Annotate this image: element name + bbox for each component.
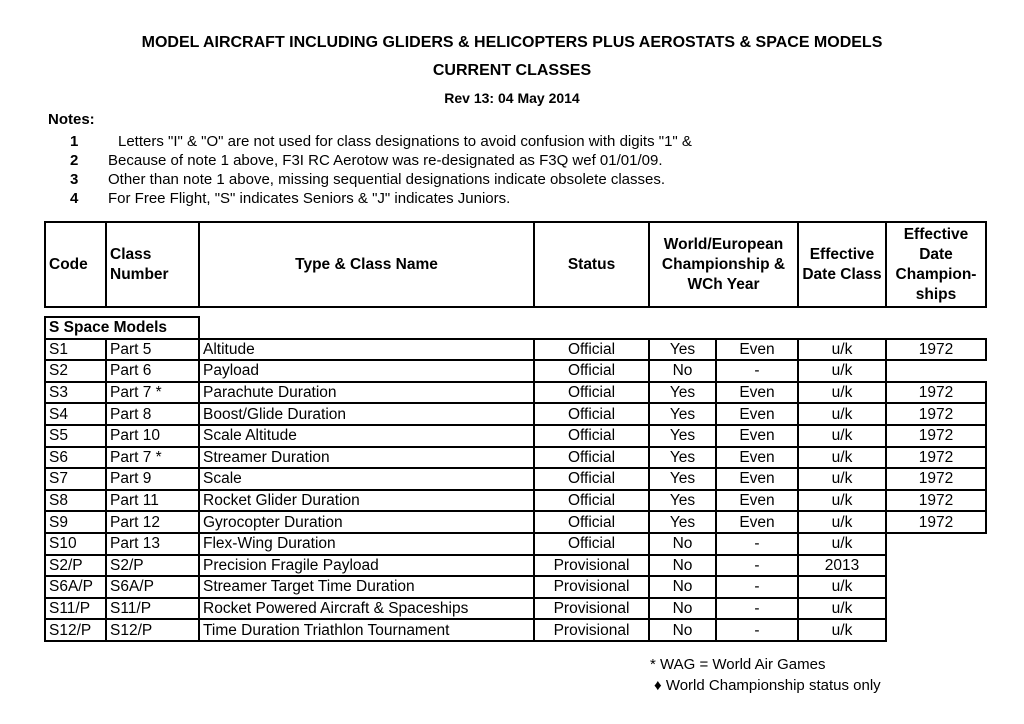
- cell-eff-date-class: u/k: [798, 511, 886, 533]
- header-row: [45, 222, 986, 307]
- table-row: [45, 425, 986, 447]
- cell-championship: Yes: [649, 468, 716, 490]
- cell-class-name: Payload: [199, 360, 534, 382]
- table-row: [45, 360, 986, 382]
- cell-championship: Yes: [649, 511, 716, 533]
- cell-code: S2/P: [45, 555, 106, 577]
- cell-class-name: Flex-Wing Duration: [199, 533, 534, 555]
- cell-eff-date-champ: 1972: [886, 425, 986, 447]
- cell-championship: No: [649, 533, 716, 555]
- cell-status: Official: [534, 403, 649, 425]
- cell-championship: No: [649, 598, 716, 620]
- cell-code: S4: [45, 403, 106, 425]
- footnote-wag: * WAG = World Air Games: [650, 656, 826, 673]
- note-number: 3: [70, 171, 79, 188]
- cell-wch-year: -: [716, 533, 798, 555]
- table-row: [45, 533, 986, 555]
- note-text: Letters "I" & "O" are not used for class designations to avoid confusion with digits "1" &: [118, 133, 692, 150]
- cell-code: S9: [45, 511, 106, 533]
- cell-status: Official: [534, 382, 649, 404]
- cell-championship: No: [649, 555, 716, 577]
- document-subtitle: CURRENT CLASSES: [432, 62, 592, 79]
- cell-eff-date-champ: [886, 533, 986, 555]
- header-eff-class: Effective Date Class: [798, 222, 886, 307]
- table-row: [45, 447, 986, 469]
- cell-wch-year: -: [716, 619, 798, 641]
- cell-class-number: Part 10: [106, 425, 199, 447]
- cell-eff-date-class: u/k: [798, 403, 886, 425]
- cell-status: Official: [534, 425, 649, 447]
- cell-eff-date-champ: [886, 619, 986, 641]
- cell-championship: Yes: [649, 447, 716, 469]
- table-row: [45, 339, 986, 361]
- cell-championship: Yes: [649, 339, 716, 361]
- cell-wch-year: Even: [716, 511, 798, 533]
- cell-class-name: Streamer Duration: [199, 447, 534, 469]
- note-text: Other than note 1 above, missing sequential designations indicate obsolete classes.: [108, 171, 666, 188]
- cell-eff-date-class: u/k: [798, 382, 886, 404]
- cell-class-number: S2/P: [106, 555, 199, 577]
- table-row: [45, 468, 986, 490]
- header-eff-champ: Effective Date Champion-ships: [886, 222, 986, 307]
- classes-table: [44, 221, 987, 642]
- note-text: Because of note 1 above, F3I RC Aerotow was re-designated as F3Q wef 01/01/09.: [108, 152, 663, 169]
- cell-class-number: Part 11: [106, 490, 199, 512]
- cell-eff-date-class: u/k: [798, 425, 886, 447]
- cell-eff-date-champ: 1972: [886, 490, 986, 512]
- cell-championship: Yes: [649, 425, 716, 447]
- cell-championship: No: [649, 360, 716, 382]
- cell-eff-date-class: u/k: [798, 339, 886, 361]
- cell-status: Official: [534, 339, 649, 361]
- cell-wch-year: -: [716, 555, 798, 577]
- cell-championship: Yes: [649, 403, 716, 425]
- table-row: [45, 576, 986, 598]
- cell-class-number: Part 12: [106, 511, 199, 533]
- notes-label: Notes:: [48, 111, 95, 128]
- cell-eff-date-class: u/k: [798, 490, 886, 512]
- cell-class-number: Part 6: [106, 360, 199, 382]
- cell-code: S7: [45, 468, 106, 490]
- cell-eff-date-class: 2013: [798, 555, 886, 577]
- cell-code: S3: [45, 382, 106, 404]
- cell-class-name: Precision Fragile Payload: [199, 555, 534, 577]
- cell-eff-date-champ: [886, 360, 986, 382]
- cell-eff-date-champ: [886, 576, 986, 598]
- cell-eff-date-class: u/k: [798, 533, 886, 555]
- cell-eff-date-class: u/k: [798, 447, 886, 469]
- cell-class-number: Part 8: [106, 403, 199, 425]
- cell-code: S12/P: [45, 619, 106, 641]
- cell-class-name: Time Duration Triathlon Tournament: [199, 619, 534, 641]
- cell-status: Provisional: [534, 555, 649, 577]
- header-championship: World/European Championship & WCh Year: [649, 222, 798, 307]
- cell-eff-date-champ: 1972: [886, 447, 986, 469]
- cell-wch-year: Even: [716, 403, 798, 425]
- cell-eff-date-champ: [886, 555, 986, 577]
- cell-class-number: S12/P: [106, 619, 199, 641]
- table-row: [45, 382, 986, 404]
- footnote-wch: ♦ World Championship status only: [654, 677, 881, 694]
- revision: Rev 13: 04 May 2014: [444, 90, 580, 106]
- cell-championship: Yes: [649, 382, 716, 404]
- cell-status: Official: [534, 360, 649, 382]
- note-number: 1: [70, 133, 79, 150]
- cell-status: Official: [534, 468, 649, 490]
- cell-eff-date-class: u/k: [798, 619, 886, 641]
- cell-wch-year: -: [716, 576, 798, 598]
- section-heading: S Space Models: [45, 317, 199, 339]
- header-class-number: Class Number: [106, 222, 199, 307]
- cell-wch-year: Even: [716, 490, 798, 512]
- cell-championship: Yes: [649, 490, 716, 512]
- cell-wch-year: Even: [716, 468, 798, 490]
- cell-status: Provisional: [534, 619, 649, 641]
- cell-class-name: Rocket Glider Duration: [199, 490, 534, 512]
- table-row: [45, 403, 986, 425]
- table-row: [45, 490, 986, 512]
- cell-code: S8: [45, 490, 106, 512]
- cell-eff-date-class: u/k: [798, 598, 886, 620]
- cell-class-name: Streamer Target Time Duration: [199, 576, 534, 598]
- cell-class-number: Part 7 *: [106, 447, 199, 469]
- cell-eff-date-champ: 1972: [886, 468, 986, 490]
- cell-eff-date-champ: 1972: [886, 511, 986, 533]
- table-row: [45, 619, 986, 641]
- cell-eff-date-champ: 1972: [886, 339, 986, 361]
- cell-wch-year: Even: [716, 339, 798, 361]
- cell-wch-year: Even: [716, 425, 798, 447]
- cell-eff-date-champ: 1972: [886, 403, 986, 425]
- cell-eff-date-champ: [886, 598, 986, 620]
- cell-code: S5: [45, 425, 106, 447]
- cell-class-number: Part 9: [106, 468, 199, 490]
- cell-class-name: Boost/Glide Duration: [199, 403, 534, 425]
- cell-wch-year: Even: [716, 382, 798, 404]
- cell-championship: No: [649, 576, 716, 598]
- cell-class-name: Gyrocopter Duration: [199, 511, 534, 533]
- cell-status: Official: [534, 447, 649, 469]
- cell-class-number: S11/P: [106, 598, 199, 620]
- cell-class-number: Part 7 *: [106, 382, 199, 404]
- cell-class-name: Rocket Powered Aircraft & Spaceships: [199, 598, 534, 620]
- table-row: [45, 555, 986, 577]
- cell-eff-date-class: u/k: [798, 576, 886, 598]
- document-title: MODEL AIRCRAFT INCLUDING GLIDERS & HELICOPTERS PLUS AEROSTATS & SPACE MODELS: [141, 34, 883, 51]
- cell-status: Official: [534, 533, 649, 555]
- table-row: [45, 598, 986, 620]
- cell-class-name: Scale Altitude: [199, 425, 534, 447]
- cell-class-name: Altitude: [199, 339, 534, 361]
- header-code: Code: [45, 222, 106, 307]
- note-number: 2: [70, 152, 79, 169]
- cell-code: S6A/P: [45, 576, 106, 598]
- cell-eff-date-class: u/k: [798, 360, 886, 382]
- cell-code: S11/P: [45, 598, 106, 620]
- cell-status: Provisional: [534, 598, 649, 620]
- table-row: [45, 511, 986, 533]
- cell-status: Official: [534, 490, 649, 512]
- cell-status: Official: [534, 511, 649, 533]
- cell-class-number: S6A/P: [106, 576, 199, 598]
- cell-class-number: Part 5: [106, 339, 199, 361]
- cell-wch-year: -: [716, 598, 798, 620]
- cell-code: S1: [45, 339, 106, 361]
- cell-code: S10: [45, 533, 106, 555]
- cell-class-name: Scale: [199, 468, 534, 490]
- cell-championship: No: [649, 619, 716, 641]
- cell-eff-date-champ: 1972: [886, 382, 986, 404]
- cell-class-name: Parachute Duration: [199, 382, 534, 404]
- cell-status: Provisional: [534, 576, 649, 598]
- cell-code: S6: [45, 447, 106, 469]
- cell-wch-year: -: [716, 360, 798, 382]
- cell-class-number: Part 13: [106, 533, 199, 555]
- header-status: Status: [534, 222, 649, 307]
- cell-wch-year: Even: [716, 447, 798, 469]
- cell-code: S2: [45, 360, 106, 382]
- note-text: For Free Flight, "S" indicates Seniors & "J" indicates Juniors.: [108, 190, 511, 207]
- header-type: Type & Class Name: [199, 222, 534, 307]
- cell-eff-date-class: u/k: [798, 468, 886, 490]
- note-number: 4: [70, 190, 79, 207]
